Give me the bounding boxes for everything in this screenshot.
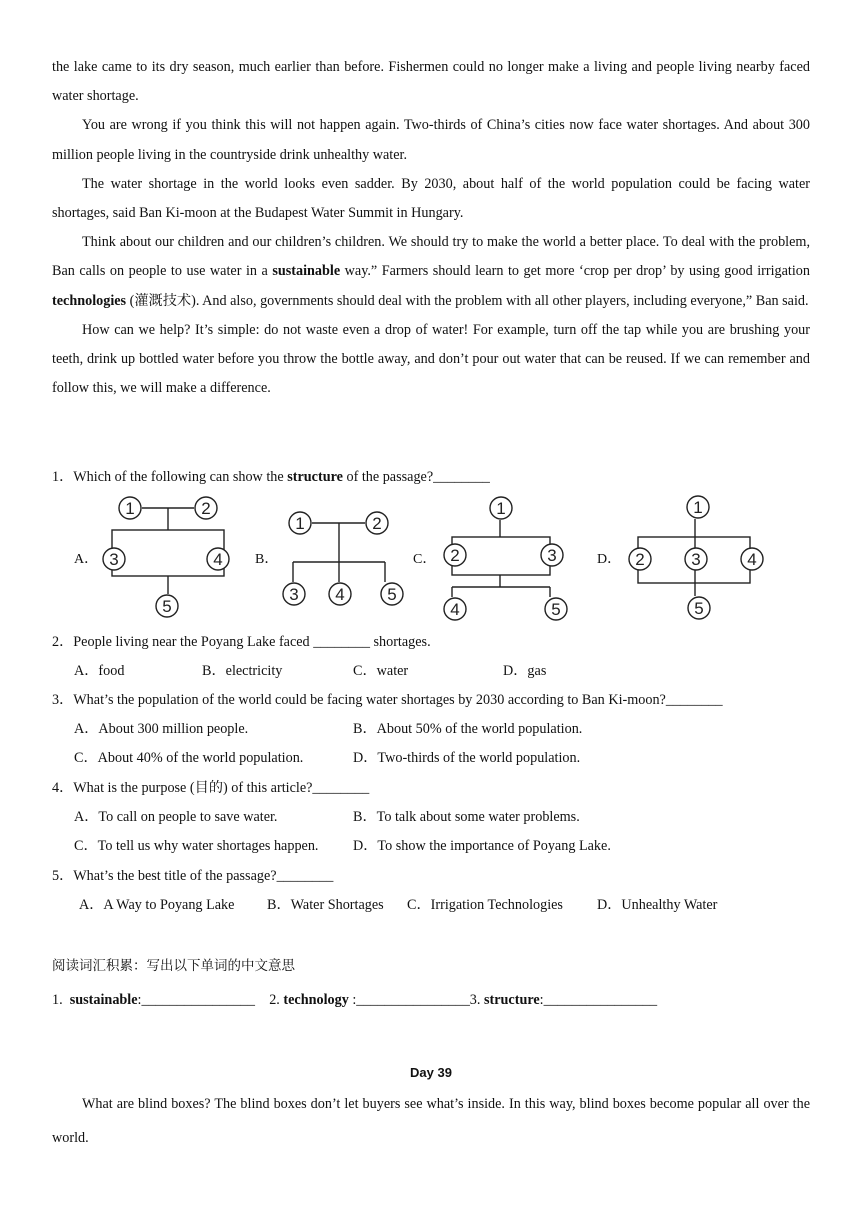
- question-4: 4．What is the purpose (目的) of this article?________: [52, 780, 370, 796]
- q1-option-c-label[interactable]: C．: [413, 552, 437, 567]
- q2-option-c[interactable]: C．water: [353, 663, 409, 679]
- q5-option-a[interactable]: A．A Way to Poyang Lake: [79, 897, 235, 913]
- p3-text-c: way.” Farmers should learn to get more ‘crop per drop’ by using good irrigation: [340, 263, 810, 280]
- diagram-b-node-label-4: 4: [335, 585, 345, 604]
- p3-text-a: Think about our children and our children’s children. We should try to make the world a better place. To deal with the problem, Ban calls on people to use water in a: [52, 234, 810, 280]
- vocab-item-2-word: technology: [283, 992, 349, 1008]
- vocab-items: [52, 990, 657, 1010]
- question-3: 3．What’s the population of the world could be facing water shortages by 2030 according to Ban Ki-moon?________: [52, 692, 723, 708]
- q4-option-a[interactable]: A．To call on people to save water.: [74, 809, 278, 825]
- vocab-item-1-word: sustainable: [69, 992, 138, 1008]
- diagram-b-node-label-5: 5: [387, 585, 397, 604]
- diagram-c-node-label-2: 2: [450, 546, 460, 565]
- vocab-item-3-blank[interactable]: :________________: [539, 992, 658, 1008]
- passage-paragraph-2: The water shortage in the world looks even sadder. By 2030, about half of the world population could be facing water shortages, said Ban Ki-moon at the Budapest Water Summit in Hungary.: [52, 175, 810, 222]
- diagram-b-node-label-1: 1: [295, 514, 305, 533]
- diagram-b-node-label-3: 3: [289, 585, 299, 604]
- q1-option-b-label[interactable]: B．: [255, 552, 279, 567]
- diagram-c-node-label-4: 4: [450, 600, 460, 619]
- day39-paragraph-1: What are blind boxes? The blind boxes don’t let buyers see what’s inside. In this way, blind boxes become popular all over the world.: [52, 1096, 810, 1146]
- passage-paragraph-0: the lake came to its dry season, much earlier than before. Fishermen could no longer make a living and people living nearby faced water shortage.: [52, 59, 810, 105]
- diagram-d-node-label-1: 1: [693, 498, 703, 517]
- q1-bold-structure: structure: [287, 469, 343, 485]
- diagram-b-node-label-2: 2: [372, 514, 382, 533]
- diagram-d-node-label-2: 2: [635, 550, 645, 569]
- passage: [52, 53, 810, 403]
- vocab-item-1-num: 1.: [52, 992, 70, 1008]
- question-1: [52, 467, 490, 487]
- q2-option-d[interactable]: D．gas: [503, 663, 547, 679]
- vocab-item-2-blank[interactable]: :________________: [348, 992, 470, 1008]
- q2-option-b[interactable]: B．electricity: [202, 663, 283, 679]
- vocab-item-3-num: 3.: [469, 992, 484, 1008]
- q1-text-pre: 1．Which of the following can show the: [52, 469, 288, 485]
- q1-text-post: of the passage?________: [342, 469, 490, 485]
- day-heading: Day 39: [410, 1065, 452, 1080]
- diagram-d-node-label-3: 3: [691, 550, 701, 569]
- q5-option-c[interactable]: C．Irrigation Technologies: [407, 897, 563, 913]
- structure-diagrams: [52, 490, 810, 630]
- diagram-node-layer: [103, 496, 763, 620]
- diagram-d-node-label-5: 5: [694, 599, 704, 618]
- q5-option-b[interactable]: B．Water Shortages: [267, 897, 384, 913]
- diagram-c-node-label-5: 5: [551, 600, 561, 619]
- q3-option-a[interactable]: A．About 300 million people.: [74, 721, 249, 737]
- q2-option-a[interactable]: A．food: [74, 663, 125, 679]
- diagram-d-node-label-4: 4: [747, 550, 757, 569]
- vocab-heading: 阅读词汇积累：写出以下单词的中文意思: [52, 958, 295, 974]
- passage-paragraph-4: How can we help? It’s simple: do not waste even a drop of water! For example, turn off the tap while you are brushing your teeth, drink up bottled water before you throw the bottle away, and don’t pour out water that can be reused. If we can remember and follow this, we will make a difference.: [52, 321, 810, 397]
- q4-option-c[interactable]: C．To tell us why water shortages happen.: [74, 838, 319, 854]
- diagram-a[interactable]: [112, 508, 224, 594]
- question-2: 2．People living near the Poyang Lake faced ________ shortages.: [52, 634, 431, 650]
- vocab-item-2-num: 2.: [269, 992, 284, 1008]
- q3-option-b[interactable]: B．About 50% of the world population.: [353, 721, 583, 737]
- q4-option-d[interactable]: D．To show the importance of Poyang Lake.: [353, 838, 611, 854]
- q5-option-d[interactable]: D．Unhealthy Water: [597, 897, 718, 913]
- p3-bold-technologies: technologies: [52, 292, 127, 309]
- p3-bold-sustainable: sustainable: [272, 263, 341, 280]
- q1-option-d-label[interactable]: D．: [597, 552, 622, 567]
- question-5: 5．What’s the best title of the passage?________: [52, 868, 334, 884]
- p3-text-e: (灌溉技术). And also, governments should deal with the problem with all other players, including everyone,” Ban said.: [126, 292, 809, 309]
- q4-option-b[interactable]: B．To talk about some water problems.: [353, 809, 580, 825]
- diagram-a-node-label-5: 5: [162, 597, 172, 616]
- passage-paragraph-1: You are wrong if you think this will not happen again. Two-thirds of China’s cities now face water shortages. And about 300 million people living in the countryside drink unhealthy water.: [52, 117, 810, 163]
- passage-paragraph-3: [52, 228, 810, 316]
- diagram-a-node-label-2: 2: [201, 499, 211, 518]
- diagram-c-node-label-1: 1: [496, 499, 506, 518]
- diagram-a-node-label-1: 1: [125, 499, 135, 518]
- vocab-item-1-blank[interactable]: :________________: [137, 992, 255, 1008]
- diagram-a-node-label-4: 4: [213, 550, 223, 569]
- diagram-c[interactable]: [452, 520, 550, 597]
- vocab-item-3-word: structure: [483, 992, 540, 1008]
- q1-option-a-label[interactable]: A．: [74, 552, 99, 567]
- diagram-c-node-label-3: 3: [547, 546, 557, 565]
- diagram-a-node-label-3: 3: [109, 550, 119, 569]
- q3-option-d[interactable]: D．Two-thirds of the world population.: [353, 750, 581, 766]
- q3-option-c[interactable]: C．About 40% of the world population.: [74, 750, 304, 766]
